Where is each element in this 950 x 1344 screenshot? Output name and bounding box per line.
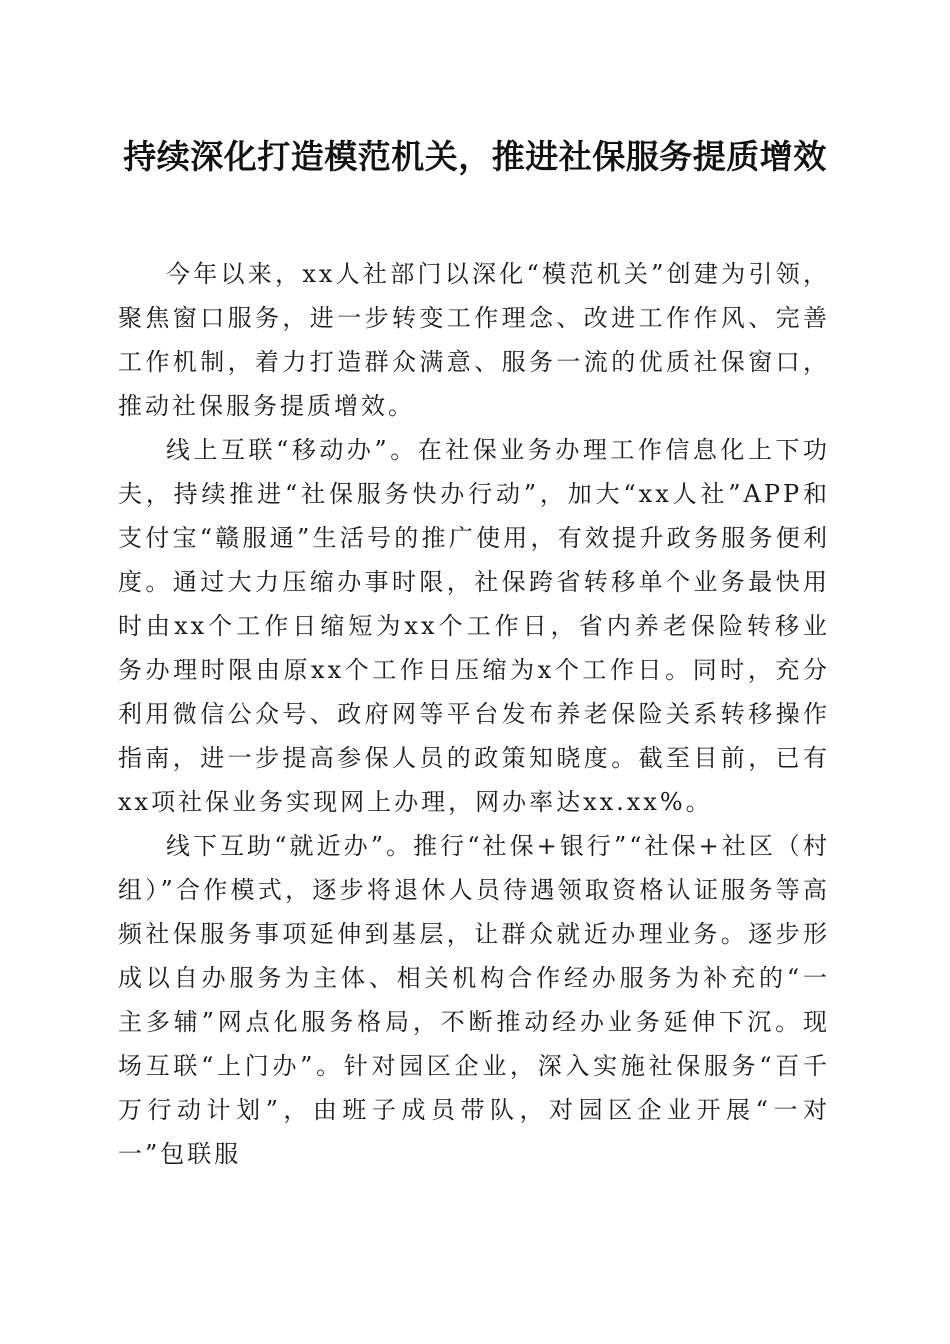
paragraph-online: 线上互联“移动办”。在社保业务办理工作信息化上下功夫，持续推进“社保服务快办行动”，加大“xx人社”APP和支付宝“赣服通”生活号的推广使用，有效提升政务服务便利度。通过大力压缩办事时限，社保跨省转移单个业务最快用时由xx个工作日缩短为xx个工作日，省内养老保险转移业务办理时限由原xx个工作日压缩为x个工作日。同时，充分利用微信公众号、政府网等平台发布养老保险关系转移操作指南，进一步提高参保人员的政策知晓度。截至目前，已有xx项社保业务实现网上办理，网办率达xx.xx%。 xyxy=(118,436,830,816)
document-body xyxy=(118,252,830,1176)
paragraph-offline: 线下互助“就近办”。推行“社保+银行”“社保+社区（村组）”合作模式，逐步将退休人员待遇领取资格认证服务等高频社保服务事项延伸到基层，让群众就近办理业务。逐步形成以自办服务为主体、相关机构合作经办服务为补充的“一主多辅”网点化服务格局，不断推动经办业务延伸下沉。现场互联“上门办”。针对园区企业，深入实施社保服务“百千万行动计划”，由班子成员带队，对园区企业开展“一对一”包联服 xyxy=(118,832,830,1168)
document-title: 持续深化打造模范机关，推进社保服务提质增效 xyxy=(123,137,827,176)
paragraph-intro: 今年以来，xx人社部门以深化“模范机关”创建为引领，聚焦窗口服务，进一步转变工作理念、改进工作作风、完善工作机制，着力打造群众满意、服务一流的优质社保窗口，推动社保服务提质增效。 xyxy=(118,260,830,420)
